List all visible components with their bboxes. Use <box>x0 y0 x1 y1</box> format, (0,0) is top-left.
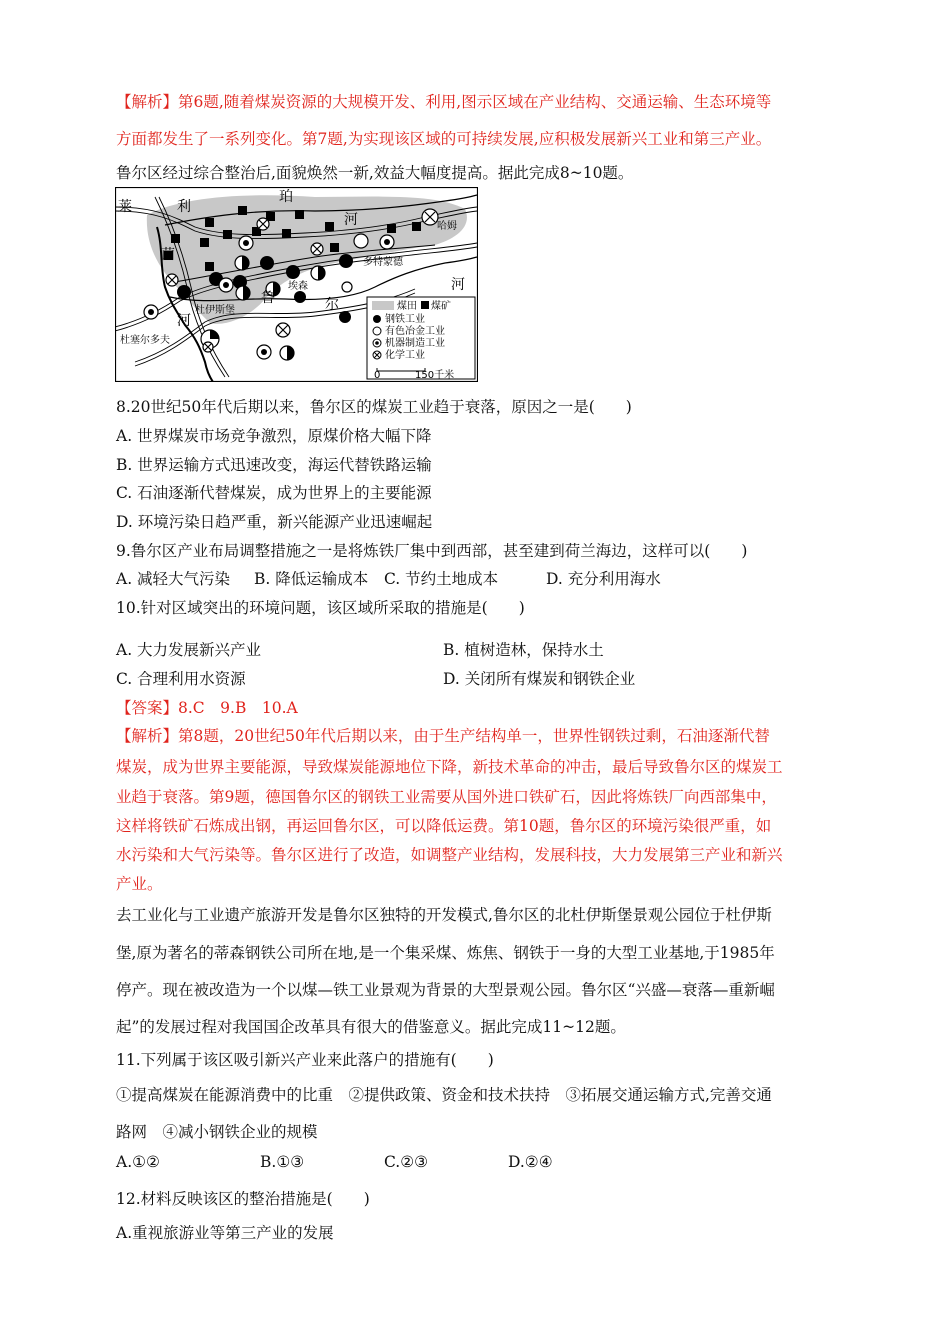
legend-chemical: 化学工业 <box>385 350 425 361</box>
map-label-essen: 埃森 <box>288 281 308 292</box>
ruhr-map <box>115 187 478 382</box>
analysis-block-2-line-4: 这样将铁矿石炼成出钢，再运回鲁尔区，可以降低运费。第10题，鲁尔区的环境污染很严重，如 <box>116 817 772 835</box>
q11-option-b: B.①③ <box>260 1153 305 1171</box>
material-line-4: 起”的发展过程对我国国企改革具有很大的借鉴意义。据此完成11~12题。 <box>116 1018 626 1036</box>
map-label-lai: 莱 <box>118 199 132 215</box>
q10-option-c: C. 合理利用水资源 <box>116 670 246 688</box>
q11-option-c: C.②③ <box>384 1153 429 1171</box>
q9-stem: 9.鲁尔区产业布局调整措施之一是将炼铁厂集中到西部，甚至建到荷兰海边，这样可以( ) <box>116 542 748 560</box>
q8-stem: 8.20世纪50年代后期以来，鲁尔区的煤炭工业趋于衰落，原因之一是( ) <box>116 398 632 416</box>
answer-line <box>116 696 298 718</box>
legend-scale-150: 150千米 <box>415 370 455 381</box>
q10-stem: 10.针对区域突出的环境问题，该区域所采取的措施是( ) <box>116 599 525 617</box>
analysis-block-1-line-1: 【解析】第6题,随着煤炭资源的大规模开发、利用,图示区域在产业结构、交通运输、生态环境等 <box>116 93 772 111</box>
material-line-3: 停产。现在被改造为一个以煤—铁工业景观为背景的大型景观公园。鲁尔区“兴盛—衰落—重新崛 <box>116 981 775 999</box>
map-label-yin: 茵 <box>161 247 175 263</box>
analysis-tag-2: 【解析】 <box>116 727 179 745</box>
analysis-block-1-line-2: 方面都发生了一系列变化。第7题,为实现该区域的可持续发展,应积极发展新兴工业和第三产业。 <box>116 130 772 148</box>
analysis-block-2-line-3: 业趋于衰落。第9题，德国鲁尔区的钢铁工业需要从国外进口铁矿石，因此将炼铁厂向西部集中， <box>116 788 777 806</box>
material-line-2: 堡,原为著名的蒂森钢铁公司所在地,是一个集采煤、炼焦、钢铁于一身的大型工业基地,于1985年 <box>116 944 775 962</box>
legend-coalfield: 煤田 <box>397 301 417 312</box>
analysis-block-2-line-6: 产业。 <box>116 875 163 893</box>
analysis-block-2-line-1: 【解析】第8题，20世纪50年代后期以来，由于生产结构单一，世界性钢铁过剩，石油逐渐代替 <box>116 727 770 745</box>
q9-option-d: D. 充分利用海水 <box>546 570 661 588</box>
intro-8-10: 鲁尔区经过综合整治后,面貌焕然一新,效益大幅度提高。据此完成8~10题。 <box>116 164 634 182</box>
map-label-duisburg: 杜伊斯堡 <box>195 305 235 316</box>
legend-steel: 钢铁工业 <box>385 314 425 325</box>
analysis-block-2-line-2: 煤炭，成为世界主要能源，导致煤炭能源地位下降，新技术革命的冲击，最后导致鲁尔区的煤炭工 <box>116 758 783 776</box>
legend-machinery: 机器制造工业 <box>385 338 445 349</box>
analysis-block-2-line-5: 水污染和大气污染等。鲁尔区进行了改造，如调整产业结构，发展科技，大力发展第三产业和新兴 <box>116 846 783 864</box>
answer-text: 8.C 9.B 10.A <box>178 699 298 717</box>
q11-stem: 11.下列属于该区吸引新兴产业来此落户的措施有( ) <box>116 1051 494 1069</box>
legend-nonferrous: 有色冶金工业 <box>385 326 445 337</box>
q8-option-c: C. 石油逐渐代替煤炭，成为世界上的主要能源 <box>116 484 432 502</box>
q9-option-c: C. 节约土地成本 <box>384 570 499 588</box>
q10-option-a: A. 大力发展新兴产业 <box>116 641 262 659</box>
analysis-tag: 【解析】 <box>116 93 179 111</box>
map-label-dusseldorf: 杜塞尔多夫 <box>120 335 170 346</box>
legend-scale-0: 0 <box>374 370 381 381</box>
map-label-he1: 河 <box>344 212 358 228</box>
answer-tag: 【答案】 <box>116 699 179 717</box>
q9-option-b: B. 降低运输成本 <box>254 570 369 588</box>
q8-option-b: B. 世界运输方式迅速改变，海运代替铁路运输 <box>116 456 432 474</box>
q8-option-d: D. 环境污染日趋严重，新兴能源产业迅速崛起 <box>116 513 433 531</box>
map-legend <box>367 297 475 381</box>
q10-option-d: D. 关闭所有煤炭和钢铁企业 <box>443 670 636 688</box>
q11-option-a: A.①② <box>116 1153 160 1171</box>
map-label-he3: 河 <box>177 313 191 329</box>
map-label-li: 利 <box>177 199 191 215</box>
q11-statements-line-2: 路网 ④减小钢铁企业的规模 <box>116 1123 318 1141</box>
map-label-hamm: 哈姆 <box>437 221 457 232</box>
q8-option-a: A. 世界煤炭市场竞争激烈，原煤价格大幅下降 <box>116 427 432 445</box>
q10-option-b: B. 植树造林，保持水土 <box>443 641 604 659</box>
q12-option-a: A.重视旅游业等第三产业的发展 <box>116 1224 334 1242</box>
map-label-lu: 鲁 <box>261 290 275 306</box>
legend-coalmine: 煤矿 <box>431 301 451 312</box>
q12-stem: 12.材料反映该区的整治措施是( ) <box>116 1190 370 1208</box>
q11-option-d: D.②④ <box>508 1153 553 1171</box>
map-label-po: 珀 <box>279 189 293 205</box>
map-label-he2: 河 <box>451 277 465 293</box>
material-line-1: 去工业化与工业遗产旅游开发是鲁尔区独特的开发模式,鲁尔区的北杜伊斯堡景观公园位于杜伊斯 <box>116 906 772 924</box>
q11-statements-line-1: ①提高煤炭在能源消费中的比重 ②提供政策、资金和技术扶持 ③拓展交通运输方式,完善交通 <box>116 1086 772 1104</box>
q9-option-a: A. 减轻大气污染 <box>116 570 231 588</box>
map-label-er: 尔 <box>325 297 339 313</box>
map-label-dortmund: 多特蒙德 <box>363 257 403 268</box>
